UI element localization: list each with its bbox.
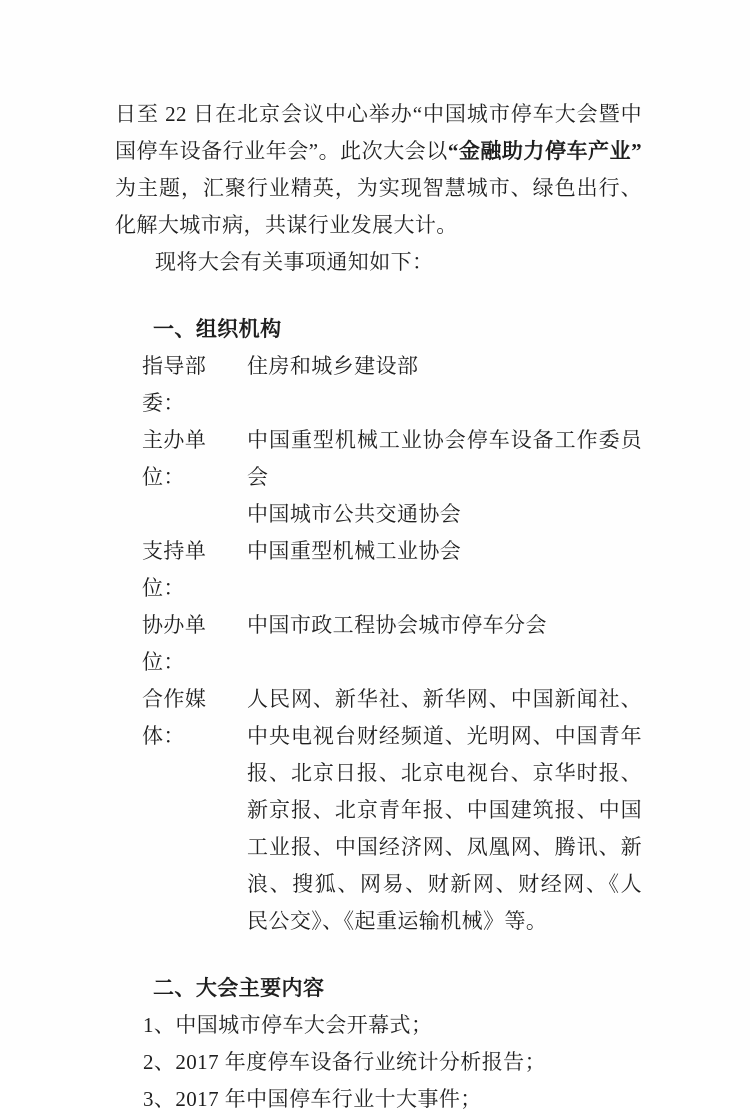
intro-paragraph <box>115 96 642 244</box>
org-entry <box>142 607 642 681</box>
agenda-item-list <box>115 1007 642 1118</box>
agenda-item: 1、中国城市停车大会开幕式； <box>143 1013 433 1037</box>
org-entry-content-line: 人民网、新华社、新华网、中国新闻社、中央电视台财经频道、光明网、中国青年报、北京日报、北京电视台、京华时报、新京报、北京青年报、中国建筑报、中国工业报、中国经济网、凤凰网、腾讯、新浪、搜狐、网易、财新网、财经网、《人民公交》、《起重运输机械》等。 <box>247 687 642 933</box>
org-entry-content-line: 中国城市公共交通协会 <box>247 502 462 526</box>
org-entry-label: 合作媒体： <box>142 687 207 748</box>
org-entry-content <box>247 607 642 681</box>
org-entry-content <box>247 533 642 607</box>
org-entry-content-line: 中国重型机械工业协会停车设备工作委员会 <box>247 428 642 489</box>
org-entry-label: 指导部委： <box>142 354 207 415</box>
org-entry-content-line: 住房和城乡建设部 <box>247 354 419 378</box>
org-entry <box>142 681 642 940</box>
section-heading-agenda: 二、大会主要内容 <box>153 976 325 1000</box>
org-entry <box>142 348 642 422</box>
intro-text-pre: 日至 22 日在北京会议中心举办“中国城市停车大会暨中国停车设备行业年会”。此次大会以 <box>115 102 642 163</box>
org-entry-content <box>247 681 642 940</box>
conference-theme-bold-text: “金融助力停车产业” <box>447 139 643 163</box>
org-entry-content-line: 中国重型机械工业协会 <box>247 539 462 563</box>
organization-entry-list <box>115 348 642 940</box>
org-entry <box>142 533 642 607</box>
org-entry-label: 支持单位： <box>142 539 207 600</box>
notice-line: 现将大会有关事项通知如下： <box>155 250 434 274</box>
org-entry-label: 主办单位： <box>142 428 207 489</box>
org-entry-content-line: 中国市政工程协会城市停车分会 <box>247 613 547 637</box>
org-entry-content <box>247 348 642 422</box>
org-entry-label: 协办单位： <box>142 613 207 674</box>
org-entry-content <box>247 422 642 533</box>
section-heading-organization: 一、组织机构 <box>153 317 282 341</box>
agenda-item: 2、2017 年度停车设备行业统计分析报告； <box>143 1050 546 1074</box>
intro-text-post: 为主题，汇聚行业精英，为实现智慧城市、绿色出行、化解大城市病，共谋行业发展大计。 <box>115 176 642 237</box>
org-entry <box>142 422 642 533</box>
agenda-item: 3、2017 年中国停车行业十大事件； <box>143 1087 482 1111</box>
